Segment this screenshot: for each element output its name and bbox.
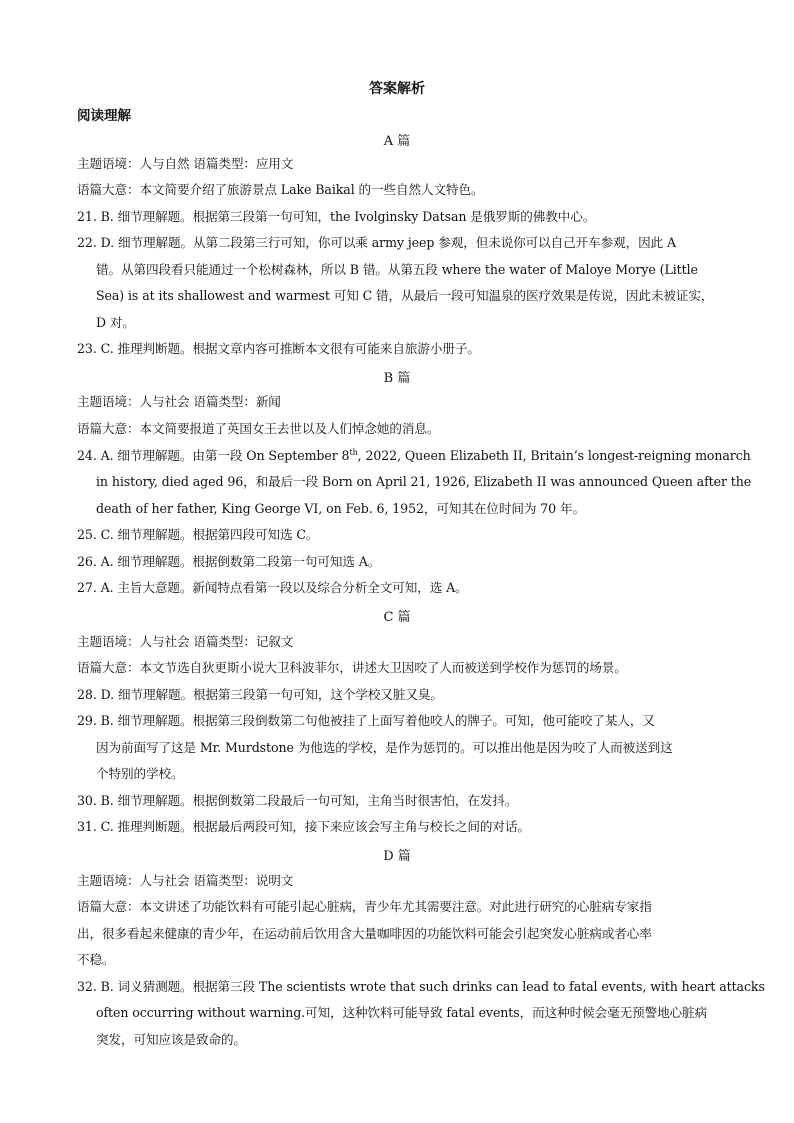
passage-c-theme: 主题语境：人与社会 语篇类型：记叙文 — [77, 634, 294, 649]
answer-22-line-2: 错。从第四段看只能通过一个松树森林，所以 B 错。从第五段 where the water of Maloye Morye (Little — [96, 262, 698, 277]
answer-32-line-1: 32. B. 词义猜测题。根据第三段 The scientists wrote that such drinks can lead to fatal events, with heart attacks — [77, 979, 765, 994]
ordinal-suffix: th — [349, 447, 358, 457]
page-title: 答案解析 — [369, 81, 425, 97]
answer-26: 26. A. 细节理解题。根据倒数第二段第一句可知选 A。 — [77, 554, 381, 569]
answer-29-line-3: 个特别的学校。 — [96, 766, 184, 781]
answer-29-line-1: 29. B. 细节理解题。根据第三段倒数第二句他被挂了上面写着他咬人的牌子。可知，他可能咬了某人，又 — [77, 713, 655, 728]
passage-c-heading: C 篇 — [383, 610, 411, 625]
passage-d-theme: 主题语境：人与社会 语篇类型：说明文 — [77, 873, 294, 888]
passage-d-summary-line-1: 语篇大意：本文讲述了功能饮料有可能引起心脏病，青少年尤其需要注意。对此进行研究的心脏病专家指 — [77, 899, 652, 914]
answer-32-line-2: often occurring without warning.可知，这种饮料可能导致 fatal events，而这种时候会毫无预警地心脏病 — [96, 1005, 708, 1020]
answer-24-line-2: in history, died aged 96，和最后一段 Born on April 21, 1926, Elizabeth II was announced Queen after the — [96, 474, 752, 489]
answer-27: 27. A. 主旨大意题。新闻特点看第一段以及综合分析全文可知，选 A。 — [77, 580, 468, 595]
answer-22-line-4: D 对。 — [96, 315, 135, 330]
answer-29-line-2: 因为前面写了这是 Mr. Murdstone 为他选的学校，是作为惩罚的。可以推出他是因为咬了人而被送到这 — [96, 740, 673, 755]
answer-25: 25. C. 细节理解题。根据第四段可知选 C。 — [77, 527, 319, 542]
passage-a-theme: 主题语境：人与自然 语篇类型：应用文 — [77, 156, 294, 171]
answer-23: 23. C. 推理判断题。根据文章内容可推断本文很有可能来自旅游小册子。 — [77, 341, 480, 356]
answer-31: 31. C. 推理判断题。根据最后两段可知，接下来应该会写主角与校长之间的对话。 — [77, 819, 530, 834]
passage-b-heading: B 篇 — [383, 371, 411, 386]
passage-a-summary: 语篇大意：本文简要介绍了旅游景点 Lake Baikal 的一些自然人文特色。 — [77, 182, 484, 197]
answer-21: 21. B. 细节理解题。根据第三段第一句可知，the Ivolginsky Datsan 是俄罗斯的佛教中心。 — [77, 209, 596, 224]
passage-d-heading: D 篇 — [383, 849, 411, 864]
passage-d-summary-line-2: 出，很多看起来健康的青少年，在运动前后饮用含大量咖啡因的功能饮料可能会引起突发心脏病或者心率 — [77, 926, 652, 941]
answer-24-line-1 — [77, 443, 751, 469]
answer-24-line-1-rest: , 2022, Queen Elizabeth II, Britain’s longest-reigning monarch — [357, 448, 751, 463]
answer-22-line-3: Sea) is at its shallowest and warmest 可知 C 错，从最后一段可知温泉的医疗效果是传说，因此未被证实， — [96, 288, 714, 303]
answer-24-line-1-text: 24. A. 细节理解题。由第一段 On September 8 — [77, 448, 350, 463]
answer-24-line-3: death of her father, King George VI, on Feb. 6, 1952，可知其在位时间为 70 年。 — [96, 501, 585, 516]
section-heading: 阅读理解 — [77, 108, 131, 124]
passage-d-summary-line-3: 不稳。 — [77, 952, 115, 967]
answer-30: 30. B. 细节理解题。根据倒数第二段最后一句可知，主角当时很害怕，在发抖。 — [77, 793, 518, 808]
passage-b-summary: 语篇大意：本文简要报道了英国女王去世以及人们悼念她的消息。 — [77, 421, 440, 436]
passage-a-heading: A 篇 — [383, 134, 411, 149]
passage-c-summary: 语篇大意：本文节选自狄更斯小说大卫科波菲尔，讲述大卫因咬了人而被送到学校作为惩罚的场景。 — [77, 660, 627, 675]
answer-22-line-1: 22. D. 细节理解题。从第二段第三行可知，你可以乘 army jeep 参观，但未说你可以自己开车参观，因此 A — [77, 235, 677, 250]
answer-28: 28. D. 细节理解题。根据第三段第一句可知，这个学校又脏又臭。 — [77, 687, 443, 702]
answer-32-line-3: 突发，可知应该是致命的。 — [96, 1032, 246, 1047]
passage-b-theme: 主题语境：人与社会 语篇类型：新闻 — [77, 394, 281, 409]
